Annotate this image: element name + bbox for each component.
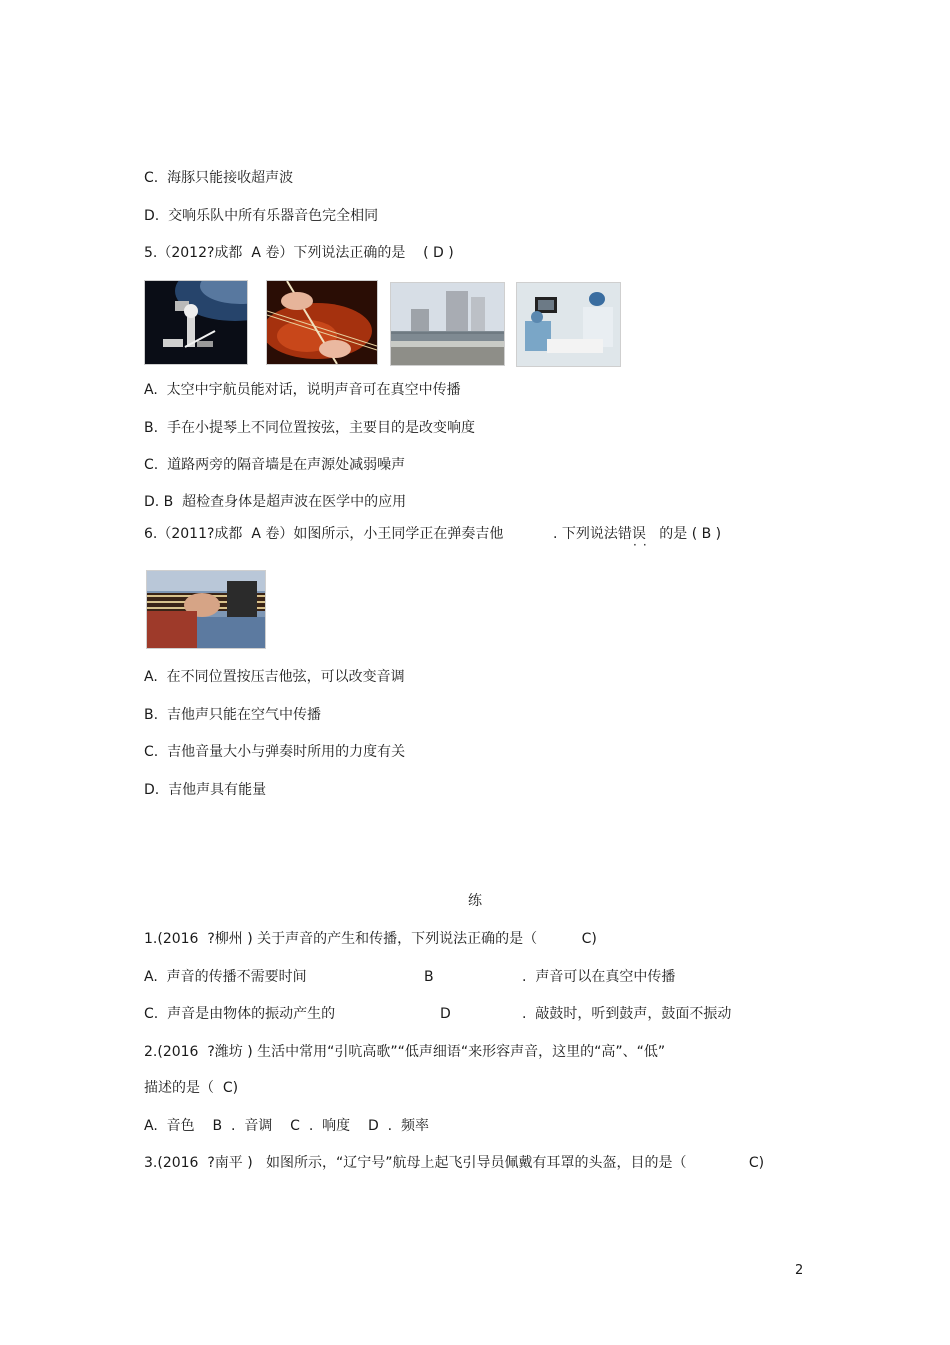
option-c: C. 道路两旁的隔音墙是在声源处减弱噪声 — [144, 457, 406, 473]
option-d-text: . 敲鼓时，听到鼓声，鼓面不振动 — [522, 1006, 732, 1022]
practice-question-3-stem: 3.(2016 ?南平 ) 如图所示，“辽宁号”航母上起飞引导员佩戴有耳罩的头盔，目的是（ C) — [144, 1155, 765, 1171]
option-b-text: . 声音可以在真空中传播 — [522, 969, 676, 985]
question-5-stem: 5.（2012?成都 A 卷）下列说法正确的是 ( D ) — [144, 245, 454, 261]
option-a: A. 太空中宇航员能对话，说明声音可在真空中传播 — [144, 382, 461, 398]
option-b: B. 吉他声只能在空气中传播 — [144, 707, 321, 723]
option-d: D. B 超检查身体是超声波在医学中的应用 — [144, 494, 407, 510]
practice-question-2-stem: 2.(2016 ?潍坊 ) 生活中常用“引吭高歌”“低声细语“来形容声音，这里的“高”、“低” — [144, 1044, 666, 1060]
option-d: D. 交响乐队中所有乐器音色完全相同 — [144, 208, 379, 224]
sound-barrier-photo — [390, 282, 505, 366]
question-6-stem-right: . 下列说法错误 的是 ( B ) — [553, 526, 722, 542]
option-c: C. 吉他音量大小与弹奏时所用的力度有关 — [144, 744, 406, 760]
practice-question-2-stem-continued: 描述的是（ C) — [144, 1080, 239, 1096]
option-c: C. 声音是由物体的振动产生的 — [144, 1006, 336, 1022]
option-d-letter: D — [440, 1006, 451, 1022]
ultrasound-photo — [516, 282, 621, 367]
option-a: A. 在不同位置按压吉他弦，可以改变音调 — [144, 669, 405, 685]
option-c: C. 海豚只能接收超声波 — [144, 170, 294, 186]
page-number: 2 — [795, 1263, 804, 1278]
option-d: D. 吉他声具有能量 — [144, 782, 267, 798]
practice-question-2-options: A. 音色 B . 音调 C . 响度 D . 频率 — [144, 1118, 429, 1134]
question-6-stem-left: 6.（2011?成都 A 卷）如图所示，小王同学正在弹奏吉他 — [144, 526, 504, 542]
practice-question-1-stem: 1.(2016 ?柳州 ) 关于声音的产生和传播，下列说法正确的是（ C) — [144, 931, 597, 947]
guitar-photo — [146, 570, 266, 649]
option-a: A. 声音的传播不需要时间 — [144, 969, 307, 985]
astronaut-photo — [144, 280, 248, 365]
violin-photo — [266, 280, 378, 365]
emphasis-dots: ·· — [633, 538, 653, 552]
option-b: B. 手在小提琴上不同位置按弦，主要目的是改变响度 — [144, 420, 475, 436]
option-b-letter: B — [424, 969, 434, 985]
practice-section-title: 练 — [468, 893, 482, 909]
